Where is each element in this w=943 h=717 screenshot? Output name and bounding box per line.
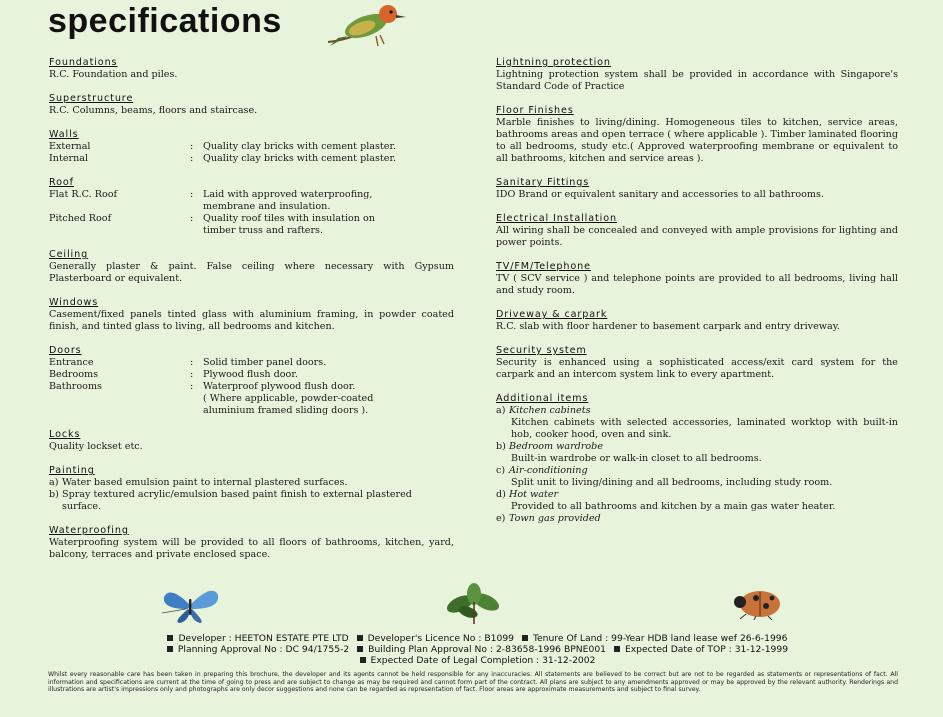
spec-value: Quality clay bricks with cement plaster. [203, 153, 397, 164]
section-text: Marble finishes to living/dining. Homogeneous tiles to kitchen, service areas, bathrooms areas and open terrace ( where applicable ). Timber laminated flooring to all bedrooms, study etc.( Approved waterproofing membrane or equivalent to all bathrooms, kitchen and service areas ). [496, 117, 898, 164]
section-heading: Sanitary Fittings [496, 177, 590, 188]
licence-text: Developer's Licence No : B1099 [367, 633, 515, 644]
list-marker: d) [496, 489, 506, 500]
spec-value: Quality roof tiles with insulation on [203, 213, 375, 224]
doors-section [49, 345, 454, 417]
spec-row: Bedrooms : Plywood flush door. [49, 369, 298, 380]
list-marker: a) [496, 405, 506, 416]
list-marker: e) [496, 513, 506, 524]
section-text: Generally plaster & paint. False ceiling where necessary with Gypsum Plasterboard or equivalent. [49, 261, 454, 284]
building-plan-text: Building Plan Approval No : 2-83658-1996 BPNE001 [368, 644, 607, 655]
list-marker: c) [496, 465, 506, 476]
spec-label: Bathrooms [49, 381, 102, 392]
developer-text: Developer : HEETON ESTATE PTE LTD [178, 633, 349, 644]
lightning-section [496, 57, 898, 93]
painting-section [49, 465, 454, 513]
spec-value: Quality clay bricks with cement plaster. [203, 141, 397, 152]
section-text: IDO Brand or equivalent sanitary and accessories to all bathrooms. [496, 189, 824, 200]
section-heading: TV/FM/Telephone [496, 261, 591, 272]
section-text: Waterproofing system will be provided to all floors of bathrooms, kitchen, yard, balcony, terraces and private enclosed space. [49, 537, 454, 560]
section-text: Casement/fixed panels tinted glass with aluminium framing, in powder coated finish, and tinted glass to living, all bedrooms and kitchen. [49, 309, 454, 332]
floor-finishes-section [496, 105, 898, 165]
list-marker: a) [49, 477, 59, 488]
section-heading: Driveway & carpark [496, 309, 608, 320]
page-title: specifications [48, 2, 282, 40]
section-heading: Floor Finishes [496, 105, 574, 116]
list-text: Spray textured acrylic/emulsion based paint finish to external plastered surface. [62, 489, 412, 512]
list-title: Bedroom wardrobe [509, 441, 603, 452]
butterfly-illustration [160, 583, 222, 625]
spec-value: Laid with approved waterproofing, [203, 189, 373, 200]
spec-row: Internal : Quality clay bricks with cement plaster. [49, 153, 397, 164]
security-section [496, 345, 898, 381]
section-heading: Lightning protection [496, 57, 611, 68]
list-title: Air-conditioning [509, 465, 588, 476]
list-item [49, 477, 454, 489]
section-heading: Walls [49, 129, 79, 140]
spec-row: Bathrooms : Waterproof plywood flush door. ( Where applicable, powder-coated aluminium framed sliding doors ). [49, 381, 454, 417]
spec-row: External : Quality clay bricks with cement plaster. [49, 141, 397, 152]
spec-label: Pitched Roof [49, 213, 112, 224]
plant-illustration [440, 582, 508, 626]
spec-value-cont: ( Where applicable, powder-coated [203, 393, 374, 404]
section-heading: Painting [49, 465, 95, 476]
list-item [496, 465, 898, 477]
section-text: R.C. slab with floor hardener to basement carpark and entry driveway. [496, 321, 840, 332]
roof-section [49, 177, 454, 237]
section-text: TV ( SCV service ) and telephone points are provided to all bedrooms, living hall and study room. [496, 273, 898, 296]
section-text: Security is enhanced using a sophisticated access/exit card system for the carpark and an intercom system link to every apartment. [496, 357, 898, 380]
section-heading: Security system [496, 345, 587, 356]
spec-row: Pitched Roof : Quality roof tiles with insulation on timber truss and rafters. [49, 213, 454, 237]
superstructure-section [49, 93, 454, 117]
list-title: Hot water [509, 489, 559, 500]
electrical-section [496, 213, 898, 249]
additional-items-section [496, 393, 898, 525]
list-title: Town gas provided [509, 513, 601, 524]
list-item [496, 405, 898, 417]
top-date-text: Expected Date of TOP : 31-12-1999 [624, 644, 789, 655]
section-heading: Foundations [49, 57, 118, 68]
list-item [496, 441, 898, 453]
waterproofing-section [49, 525, 454, 561]
section-text: R.C. Columns, beams, floors and staircase. [49, 105, 258, 116]
right-column [496, 57, 898, 537]
section-text: All wiring shall be concealed and conveyed with ample provisions for lighting and power points. [496, 225, 898, 248]
list-text: Split unit to living/dining and all bedrooms, including study room. [511, 477, 833, 488]
section-heading: Locks [49, 429, 81, 440]
foundations-section [49, 57, 454, 81]
spec-label: External [49, 141, 91, 152]
list-item [496, 489, 898, 501]
windows-section [49, 297, 454, 333]
bird-illustration [318, 2, 410, 52]
list-marker: b) [49, 489, 59, 500]
spec-label: Bedrooms [49, 369, 99, 380]
left-column [49, 57, 454, 573]
list-item [49, 489, 454, 513]
list-marker: b) [496, 441, 506, 452]
section-text: Quality lockset etc. [49, 441, 143, 452]
section-text: R.C. Foundation and piles. [49, 69, 178, 80]
section-heading: Additional items [496, 393, 589, 404]
spec-label: Entrance [49, 357, 94, 368]
driveway-section [496, 309, 898, 333]
list-text: Water based emulsion paint to internal plastered surfaces. [62, 477, 348, 488]
tv-section [496, 261, 898, 297]
walls-section [49, 129, 454, 165]
ceiling-section [49, 249, 454, 285]
section-heading: Waterproofing [49, 525, 129, 536]
tenure-text: Tenure Of Land : 99-Year HDB land lease wef 26-6-1996 [532, 633, 788, 644]
section-heading: Electrical Installation [496, 213, 617, 224]
list-item [496, 513, 898, 525]
spec-value-cont: timber truss and rafters. [203, 225, 324, 236]
ladybug-illustration [726, 586, 792, 620]
locks-section [49, 429, 454, 453]
list-text: Kitchen cabinets with selected accessories, laminated worktop with built-in hob, cooker hood, oven and sink. [511, 417, 898, 440]
section-heading: Windows [49, 297, 99, 308]
spec-value: Plywood flush door. [203, 369, 298, 380]
section-text: Lightning protection system shall be provided in accordance with Singapore's Standard Code of Practice [496, 69, 898, 92]
list-text: Provided to all bathrooms and kitchen by a main gas water heater. [511, 501, 836, 512]
section-heading: Roof [49, 177, 74, 188]
spec-row: Entrance : Solid timber panel doors. [49, 357, 327, 368]
list-text: Built-in wardrobe or walk-in closet to all bedrooms. [511, 453, 762, 464]
spec-label: Flat R.C. Roof [49, 189, 118, 200]
spec-label: Internal [49, 153, 89, 164]
list-title: Kitchen cabinets [509, 405, 591, 416]
spec-value: Solid timber panel doors. [203, 357, 327, 368]
disclaimer-text: Whilst every reasonable care has been taken in preparing this brochure, the developer and its agents cannot be held responsible for any inaccuracies. All statements are believed to be correct but are not to be regarded as statements or representations of fact. All information and specifications are current at the time of going to press and are subject to change as may be required and cannot form part of the contract. All plans are subject to any amendments approved or may be approved by the relevant authority. Renderings and illustrations are artist's impressions only and photographs are only decor suggestions and none can be regarded as representation of fact. Floor areas are approximate measurements and subject to final survey. [48, 671, 898, 694]
completion-date-text: Expected Date of Legal Completion : 31-12-2002 [370, 655, 596, 666]
sanitary-section [496, 177, 898, 201]
spec-value-cont: aluminium framed sliding doors ). [203, 405, 369, 416]
spec-value-cont: membrane and insulation. [203, 201, 331, 212]
spec-row: Flat R.C. Roof : Laid with approved waterproofing, membrane and insulation. [49, 189, 454, 213]
project-details-footer [40, 633, 910, 666]
section-heading: Superstructure [49, 93, 134, 104]
section-heading: Ceiling [49, 249, 89, 260]
planning-text: Planning Approval No : DC 94/1755-2 [177, 644, 350, 655]
section-heading: Doors [49, 345, 82, 356]
spec-value: Waterproof plywood flush door. [203, 381, 356, 392]
